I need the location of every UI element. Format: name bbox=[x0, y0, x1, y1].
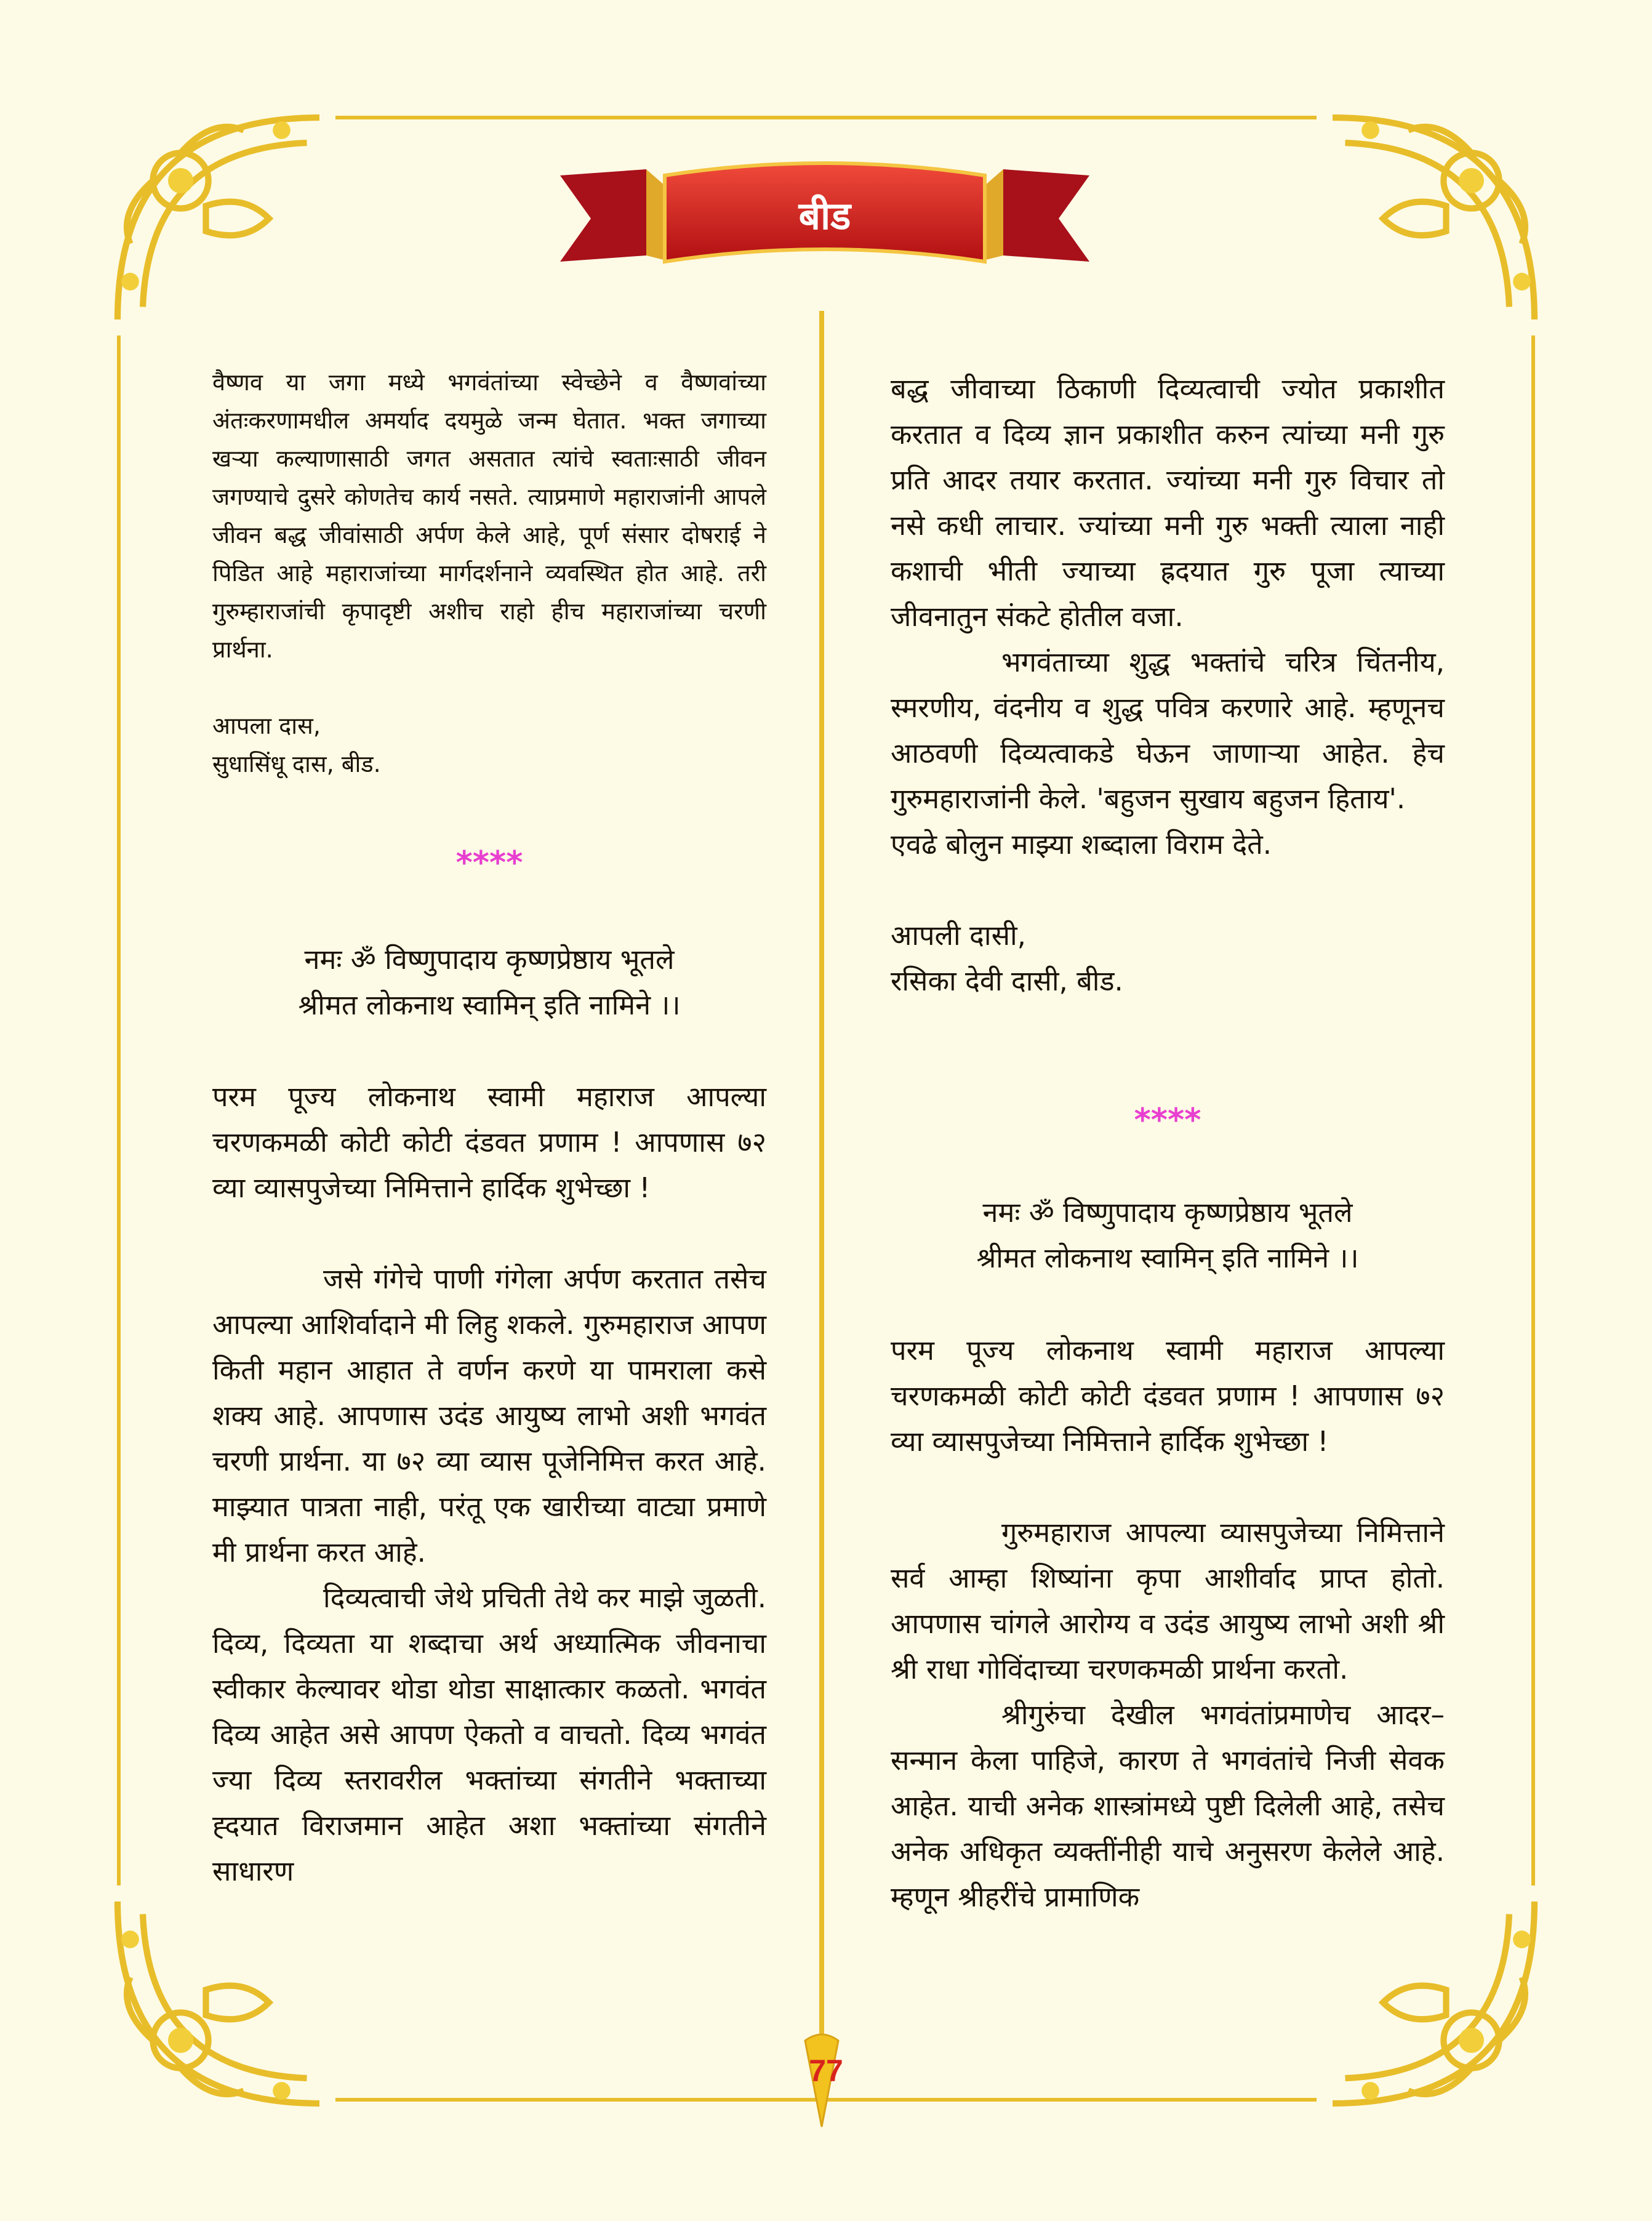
frame-right-line bbox=[1531, 335, 1535, 1886]
separator-stars: **** bbox=[1134, 1102, 1201, 1139]
greeting-paragraph: परम पूज्य लोकनाथ स्वामी महाराज आपल्या चरणकमळी कोटी कोटी दंडवत प्रणाम ! आपणास ७२ व्या व्यासपुजेच्या निमित्ताने हार्दिक शुभेच्छा ! bbox=[212, 1080, 766, 1204]
corner-ornament-top-left bbox=[92, 92, 345, 345]
signature-name: रसिका देवी दासी, बीड. bbox=[891, 965, 1123, 997]
page-title: बीड bbox=[798, 193, 851, 238]
body-paragraph: दिव्यत्वाची जेथे प्रचिती तेथे कर माझे जुळती. दिव्य, दिव्यता या शब्दाचा अर्थ अध्यात्मिक जीवनाचा स्वीकार केल्यावर थोडा थोडा साक्षात्कार कळतो. भगवंत दिव्य आहेत असे आपण ऐकतो व वाचतो. दिव्य भगवंत ज्या दिव्य स्तरावरील भक्तांच्या संगतीने भक्ताच्या ह्दयात विराजमान आहेत अशा भक्तांच्या संगतीने साधारण bbox=[212, 1581, 766, 1887]
left-mantra bbox=[212, 937, 766, 1028]
signature-line: आपली दासी, bbox=[891, 919, 1026, 952]
mantra-line: श्रीमत लोकनाथ स्वामिन् इति नामिने ।। bbox=[976, 1242, 1359, 1274]
frame-top-line bbox=[335, 116, 1317, 119]
signature-line: आपला दास, bbox=[212, 712, 321, 739]
body-paragraph: जसे गंगेचे पाणी गंगेला अर्पण करतात तसेच आपल्या आशिर्वादाने मी लिहु शकले. गुरुमहाराज आपण किती महान आहात ते वर्णन करणे या पामराला कसे शक्य आहे. आपणास उदंड आयुष्य लाभो अशी भगवंत चरणी प्रार्थना. या ७२ व्या व्यास पूजेनिमित्त करत आहे. माझ्यात पात्रता नाही, परंतू एक खारीच्या वाट्या प्रमाणे मी प्रार्थना करत आहे. bbox=[212, 1263, 766, 1568]
intro-paragraph: वैष्णव या जगा मध्ये भगवंतांच्या स्वेच्छेने व वैष्णवांच्या अंतःकरणामधील अमर्याद दयमुळे जन्म घेतात. भक्त जगाच्या खऱ्या कल्याणासाठी जगत असतात त्यांचे स्वताःसाठी जीवन जगण्याचे दुसरे कोणतेच कार्य नसते. त्याप्रमाणे महाराजांनी आपले जीवन बद्ध जीवांसाठी अर्पण केले आहे, पूर्ण संसार दोषराई ने पिडित आहे महाराजांच्या मार्गदर्शनाने व्यवस्थित होत आहे. तरी गुरुम्हाराजांची कृपादृष्टी अशीच राहो हीच महाराजांच्या चरणी प्रार्थना. bbox=[212, 369, 766, 663]
body-paragraph: गुरुमहाराज आपल्या व्यासपुजेच्या निमित्ताने सर्व आम्हा शिष्यांना कृपा आशीर्वाद प्राप्त होतो. आपणास चांगले आरोग्य व उदंड आयुष्य लाभो अशी श्री श्री राधा गोविंदाच्या चरणकमळी प्रार्थना करतो. bbox=[891, 1516, 1445, 1685]
body-paragraph: भगवंताच्या शुद्ध भक्तांचे चरित्र चिंतनीय, स्मरणीय, वंदनीय व शुद्ध पवित्र करणारे आहे. म्हणूनच आठवणी दिव्यत्वाकडे घेऊन जाणाऱ्या आहेत. हेच गुरुमहाराजांनी केले. 'बहुजन सुखाय बहुजन हिताय'. bbox=[891, 646, 1445, 815]
corner-ornament-bottom-left bbox=[92, 1876, 345, 2129]
mantra-line: नमः ॐ विष्णुपादाय कृष्णप्रेष्ठाय भूतले bbox=[304, 943, 675, 976]
right-body-section bbox=[891, 1328, 1445, 1920]
separator-stars: **** bbox=[455, 845, 523, 882]
body-paragraph: बद्ध जीवाच्या ठिकाणी दिव्यत्वाची ज्योत प्रकाशीत करतात व दिव्य ज्ञान प्रकाशीत करुन त्यांच्या मनी गुरु प्रति आदर तयार करतात. ज्यांच्या मनी गुरु विचार तो नसे कधी लाचार. ज्यांच्या मनी गुरु भक्ती त्याला नाही कशाची भीती ज्याच्या ह्रदयात गुरु पूजा त्याच्या जीवनातुन संकटे होतील वजा. bbox=[891, 372, 1445, 633]
body-paragraph: श्रीगुरुंचा देखील भगवंतांप्रमाणेच आदर–सन्मान केला पाहिजे, कारण ते भगवंतांचे निजी सेवक आहेत. याची अनेक शास्त्रांमध्ये पुष्टी दिलेली आहे, तसेच अनेक अधिकृत व्यक्तींनीही याचे अनुसरण केलेले आहे. म्हणून श्रीहरींचे प्रामाणिक bbox=[891, 1698, 1445, 1913]
mantra-line: श्रीमत लोकनाथ स्वामिन् इति नामिने ।। bbox=[298, 989, 681, 1021]
page-number: 77 bbox=[809, 2054, 843, 2088]
right-stars bbox=[891, 1102, 1445, 1139]
corner-ornament-top-right bbox=[1307, 92, 1560, 345]
left-stars bbox=[212, 845, 766, 882]
left-body-section bbox=[212, 1074, 766, 1894]
center-divider bbox=[798, 311, 846, 2130]
left-intro-section bbox=[212, 363, 766, 783]
mantra-line: नमः ॐ विष्णुपादाय कृष्णप्रेष्ठाय भूतले bbox=[982, 1196, 1353, 1229]
right-mantra bbox=[891, 1190, 1445, 1281]
frame-left-line bbox=[117, 335, 121, 1886]
right-top-section bbox=[891, 366, 1445, 1004]
signature-name: सुधासिंधू दास, बीड. bbox=[212, 750, 381, 777]
greeting-paragraph: परम पूज्य लोकनाथ स्वामी महाराज आपल्या चरणकमळी कोटी कोटी दंडवत प्रणाम ! आपणास ७२ व्या व्यासपुजेच्या निमित्ताने हार्दिक शुभेच्छा ! bbox=[891, 1334, 1445, 1458]
body-paragraph: एवढे बोलुन माझ्या शब्दाला विराम देते. bbox=[891, 828, 1272, 861]
